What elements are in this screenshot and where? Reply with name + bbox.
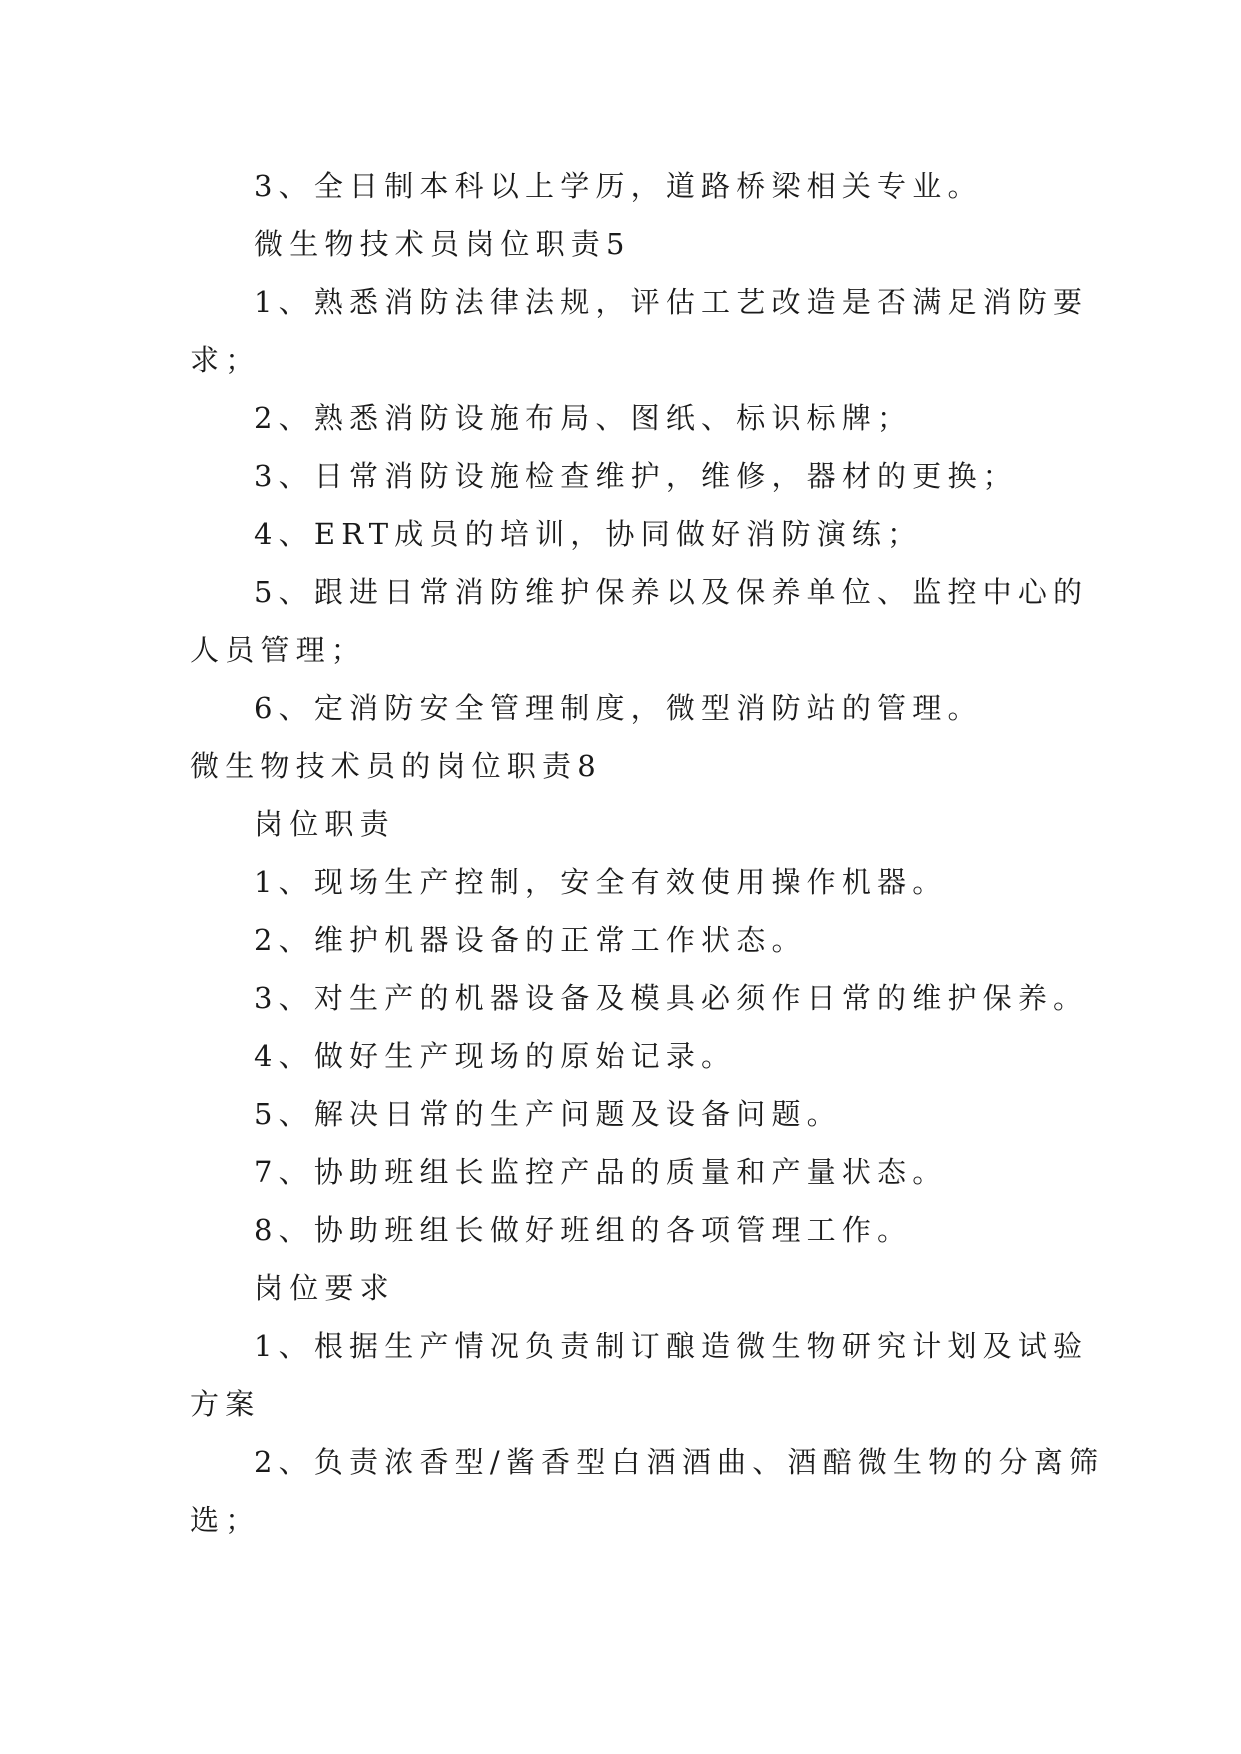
paragraph-line: 5、解决日常的生产问题及设备问题。 (254, 1097, 842, 1131)
paragraph-line: 1、熟悉消防法律法规，评估工艺改造是否满足消防要 (254, 285, 1089, 319)
paragraph-line: 3、日常消防设施检查维护，维修，器材的更换； (254, 459, 1018, 493)
paragraph-line: 1、现场生产控制，安全有效使用操作机器。 (254, 865, 948, 899)
paragraph-line: 4、ERT成员的培训，协同做好消防演练； (254, 517, 923, 551)
paragraph-line: 人员管理； (190, 633, 367, 667)
subsection-heading: 岗位职责 (254, 807, 395, 841)
paragraph-line: 1、根据生产情况负责制订酿造微生物研究计划及试验 (254, 1329, 1089, 1363)
paragraph-line: 方案 (190, 1387, 261, 1421)
paragraph-line: 3、对生产的机器设备及模具必须作日常的维护保养。 (254, 981, 1089, 1015)
paragraph-line: 2、负责浓香型/酱香型白酒酒曲、酒醅微生物的分离筛 (254, 1445, 1105, 1479)
paragraph-line: 2、熟悉消防设施布局、图纸、标识标牌； (254, 401, 913, 435)
paragraph-line: 求； (190, 343, 261, 377)
paragraph-line: 2、维护机器设备的正常工作状态。 (254, 923, 807, 957)
subsection-heading: 岗位要求 (254, 1271, 395, 1305)
paragraph-line: 5、跟进日常消防维护保养以及保养单位、监控中心的 (254, 575, 1089, 609)
paragraph-line: 6、定消防安全管理制度，微型消防站的管理。 (254, 691, 983, 725)
paragraph-line: 3、全日制本科以上学历，道路桥梁相关专业。 (254, 169, 983, 203)
paragraph-line: 4、做好生产现场的原始记录。 (254, 1039, 737, 1073)
paragraph-line: 7、协助班组长监控产品的质量和产量状态。 (254, 1155, 948, 1189)
paragraph-line: 8、协助班组长做好班组的各项管理工作。 (254, 1213, 913, 1247)
paragraph-line: 选； (190, 1503, 261, 1537)
section-heading: 微生物技术员的岗位职责8 (190, 749, 602, 783)
section-heading: 微生物技术员岗位职责5 (254, 227, 631, 261)
